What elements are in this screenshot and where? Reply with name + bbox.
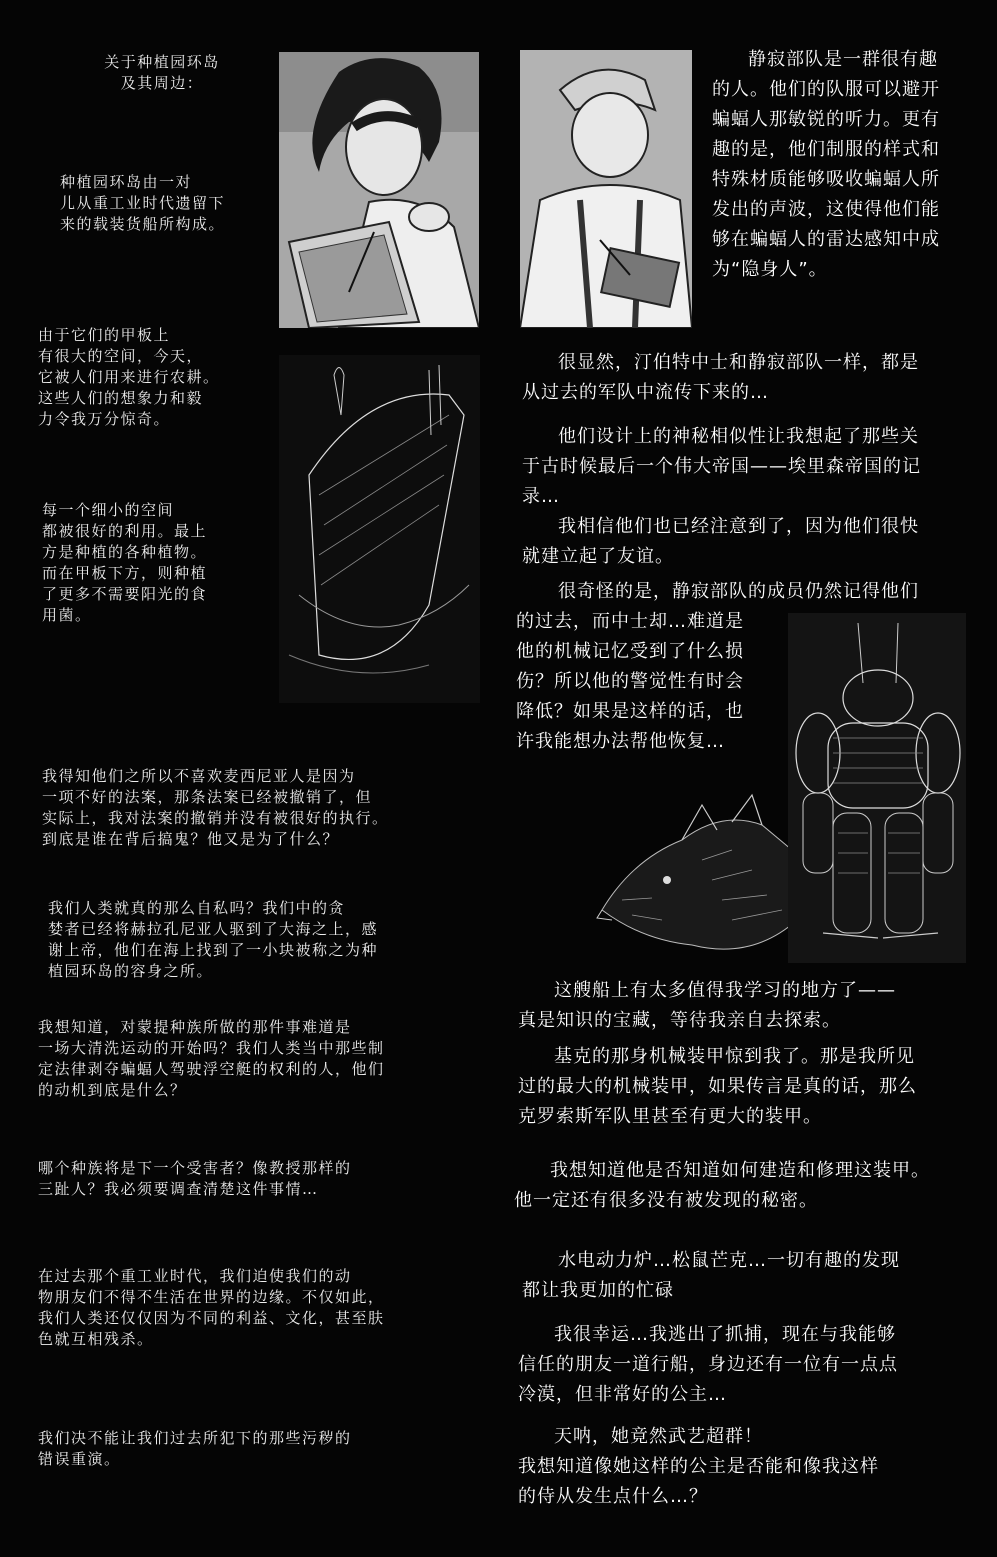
- paragraph-treasure: 这艘船上有太多值得我学习的地方了—— 真是知识的宝藏，等待我亲自去探索。: [518, 980, 896, 1031]
- paragraph-island-origin: 种植园环岛由一对 儿从重工业时代遗留下 来的载装货船所构成。: [60, 173, 226, 233]
- paragraph-mistakes: 我们决不能让我们过去所犯下的那些污秽的 错误重演。: [38, 1429, 352, 1468]
- paragraph-discoveries: 水电动力炉…松鼠芒克…一切有趣的发现 都让我更加的忙碌: [522, 1250, 900, 1301]
- paragraph-sergeant: 很显然，汀伯特中士和静寂部队一样，都是 从过去的军队中流传下来的…: [522, 352, 919, 403]
- paragraph-memory-b: 的过去，而中士却…难道是 他的机械记忆受到了什么损 伤？所以他的警觉性有时会 降低？如果是这样的话，也 许我能想办法帮他恢复…: [516, 611, 744, 752]
- illustration-beast-head: [592, 770, 802, 970]
- paragraph-selfish: 我们人类就真的那么自私吗？我们中的贪 婪者已经将赫拉孔尼亚人驱到了大海之上，感 谢上帝，他们在海上找到了一小块被称之为种 植园环岛的容身之所。: [48, 899, 379, 980]
- paragraph-history: 在过去那个重工业时代，我们迫使我们的动 物朋友们不得不生活在世界的边缘。不仅如此， 我们人类还仅仅因为不同的利益、文化，甚至肤 色就互相残杀。: [38, 1267, 385, 1348]
- illustration-mech-armor: [788, 613, 966, 963]
- illustration-ship-sketch: [279, 355, 480, 703]
- paragraph-space-use: 每一个细小的空间 都被很好的利用。最上 方是种植的各种植物。 而在甲板下方，则种植 了更多不需要阳光的食 用菌。: [42, 501, 208, 624]
- paragraph-law: 我得知他们之所以不喜欢麦西尼亚人是因为 一项不好的法案，那条法案已经被撤销了，但 实际上，我对法案的撤销并没有被很好的执行。 到底是谁在背后搞鬼？他又是为了什么？: [42, 767, 389, 848]
- paragraph-cleansing: 我想知道，对蒙提种族所做的那件事难道是 一场大清洗运动的开始吗？我们人类当中那些制 定法律剥夺蝙蝠人驾驶浮空艇的权利的人，他们 的动机到底是什么？: [38, 1018, 385, 1099]
- illustration-girl-writing: [279, 52, 479, 328]
- paragraph-farming: 由于它们的甲板上 有很大的空间，今天， 它被人们用来进行农耕。 这些人们的想象力和毅 力令我万分惊奇。: [38, 326, 220, 428]
- paragraph-silent-troop: 静寂部队是一群很有趣 的人。他们的队服可以避开 蝙蝠人那敏锐的听力。更有 趣的是，他们制服的样式和 特殊材质能够吸收蝙蝠人所 发出的声波，这使得他们能 够在蝙蝠人的雷达感知中成 为“隐身人”。: [712, 49, 940, 280]
- paragraph-memory-a: 很奇怪的是，静寂部队的成员仍然记得他们: [558, 581, 919, 602]
- paragraph-escape: 我很幸运…我逃出了抓捕，现在与我能够 信任的朋友一道行船，身边还有一位有一点点 冷漠，但非常好的公主…: [518, 1324, 898, 1405]
- paragraph-next-victim: 哪个种族将是下一个受害者？像教授那样的 三趾人？我必须要调查清楚这件事情…: [38, 1159, 352, 1198]
- paragraph-armor: 基克的那身机械装甲惊到我了。那是我所见 过的最大的机械装甲，如果传言是真的话，那么 克罗索斯军队里甚至有更大的装甲。: [518, 1046, 917, 1127]
- paragraph-friendship: 我相信他们也已经注意到了，因为他们很快 就建立起了友谊。: [522, 516, 919, 567]
- illustration-soldier-writing: [520, 50, 692, 328]
- paragraph-princess: 天呐，她竟然武艺超群！ 我想知道像她这样的公主是否能和像我这样 的侍从发生点什么…？: [518, 1426, 879, 1507]
- paragraph-repair: 我想知道他是否知道如何建造和修理这装甲。 他一定还有很多没有被发现的秘密。: [514, 1160, 930, 1211]
- section-heading: 关于种植园环岛 及其周边：: [104, 53, 220, 92]
- paragraph-empire: 他们设计上的神秘相似性让我想起了那些关 于古时候最后一个伟大帝国——埃里森帝国的记 录…: [522, 426, 921, 507]
